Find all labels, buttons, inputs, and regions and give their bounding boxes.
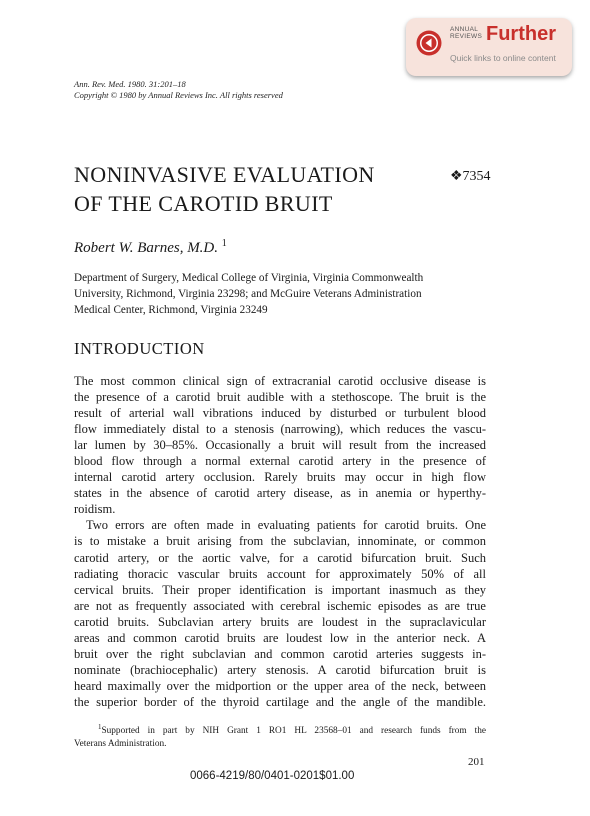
body-line: internal carotid artery occlusion. Rarely bruits may occur in high flow — [74, 470, 486, 485]
body-line: heard maximally over the midportion or the upper area of the neck, between — [74, 678, 486, 693]
section-heading: INTRODUCTION — [74, 339, 205, 358]
body-line: carotid bruits. Subclavian artery bruits are loudest in the supraclavicular — [74, 614, 486, 629]
annual-reviews-brand — [450, 26, 482, 40]
body-line: areas and common carotid bruits are loudest low in the anterior neck. A — [74, 630, 486, 645]
author-footnote-mark: 1 — [221, 238, 227, 249]
footnote-text-1: Supported in part by NIH Grant 1 RO1 HL 23568–01 and research funds from the — [101, 726, 486, 737]
further-link-badge[interactable] — [406, 18, 572, 76]
body-line: states in the absence of carotid artery disease, as in anemia or hyperthy- — [74, 486, 486, 501]
title-line-2: OF THE CAROTID BRUIT — [74, 191, 333, 216]
page-number: 201 — [468, 756, 485, 768]
citation: Ann. Rev. Med. 1980. 31:201–18 — [74, 79, 186, 89]
author-byline — [74, 238, 227, 257]
further-subtitle: Quick links to online content — [450, 53, 556, 63]
further-wordmark: Further — [486, 23, 556, 45]
body-line: result of arterial wall vibrations induced by disturbed or turbulent blood — [74, 406, 486, 421]
body-line: lar lumen by 30–85%. Occasionally a bruit will result from the increased — [74, 438, 486, 453]
body-line: are not as frequently associated with cerebral ischemic episodes as are true — [74, 598, 486, 613]
author-affiliation — [74, 270, 494, 318]
footnote — [74, 721, 486, 751]
affiliation-line: Medical Center, Richmond, Virginia 23249 — [74, 304, 268, 316]
title-line-1: NONINVASIVE EVALUATION — [74, 162, 375, 187]
footnote-text-2: Veterans Administration. — [74, 739, 167, 750]
body-line: roidism. — [74, 502, 116, 517]
issn-code: 0066-4219/80/0401-0201$01.00 — [190, 770, 355, 782]
brand-line-1: ANNUAL — [450, 26, 479, 33]
article-code: ❖7354 — [450, 169, 491, 184]
body-line: the superior border of the thyroid cartilage and the angle of the mandible. — [74, 694, 486, 709]
footnote-mark: 1 — [97, 723, 102, 731]
body-line: nominate (brachiocephalic) artery stenosis. A carotid bifurcation bruit is — [74, 662, 486, 677]
affiliation-line: University, Richmond, Virginia 23298; and McGuire Veterans Administration — [74, 288, 422, 300]
body-line: Two errors are often made in evaluating patients for carotid bruits. One — [86, 518, 486, 533]
footnote-line-1 — [74, 721, 486, 738]
affiliation-line: Department of Surgery, Medical College of Virginia, Virginia Commonwealth — [74, 272, 424, 284]
body-line: radiating thoracic vascular bruits account for approximately 50% of all — [74, 566, 486, 581]
body-line: bruit over the right subclavian and common carotid arteries suggests in- — [74, 646, 486, 661]
body-line: is to mistake a bruit arising from the subclavian, innominate, or common — [74, 534, 486, 549]
author-name: Robert W. Barnes, M.D. — [74, 240, 219, 256]
copyright-notice: Copyright © 1980 by Annual Reviews Inc. All rights reserved — [74, 89, 283, 100]
annual-reviews-logo-icon — [416, 30, 442, 56]
body-line: The most common clinical sign of extracranial carotid occlusive disease is — [74, 374, 486, 388]
body-text — [74, 373, 486, 710]
body-line: flow immediately distal to a stenosis (narrowing), which reduces the vascu- — [74, 422, 486, 437]
brand-line-2: REVIEWS — [450, 33, 483, 40]
body-line: cervical bruits. Their proper identification is important inasmuch as they — [74, 582, 486, 597]
body-line: blood flow through a normal external carotid artery in the presence of — [74, 454, 486, 469]
journal-reference — [74, 79, 283, 100]
article-title — [74, 160, 375, 218]
body-line: carotid artery, or the aortic valve, for a carotid bifurcation bruit. Such — [74, 550, 486, 565]
body-line: the presence of a carotid bruit audible with a stethoscope. The bruit is the — [74, 390, 486, 405]
